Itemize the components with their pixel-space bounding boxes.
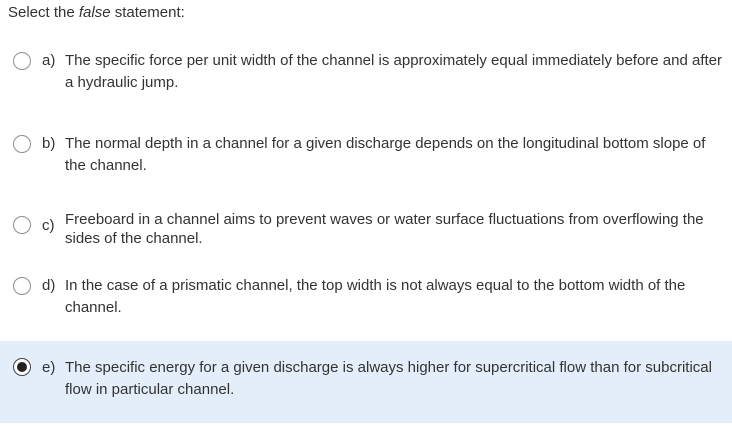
radio-button-d[interactable] (13, 277, 31, 295)
question-prompt (8, 4, 185, 21)
option-letter-d: d) (42, 277, 56, 294)
radio-button-a[interactable] (13, 52, 31, 70)
option-letter-e: e) (42, 359, 56, 376)
option-b[interactable] (0, 128, 732, 186)
option-text-e: The specific energy for a given discharge is always higher for supercritical flow than for subcritical flow in particular channel. (65, 359, 712, 398)
option-letter-a: a) (42, 52, 56, 69)
radio-button-e[interactable] (13, 358, 31, 376)
option-text-a: The specific force per unit width of the channel is approximately equal immediately before and after a hydraulic jump. (65, 52, 723, 91)
option-text-b: The normal depth in a channel for a given discharge depends on the longitudinal bottom slope of the channel. (65, 135, 706, 174)
radio-button-c[interactable] (13, 216, 31, 234)
option-e[interactable] (0, 341, 732, 423)
option-text-c: Freeboard in a channel aims to prevent waves or water surface fluctuations from overflowing the sides of the channel. (65, 211, 704, 247)
option-letter-c: c) (42, 217, 55, 234)
question-emphasis: false (78, 4, 111, 21)
option-letter-b: b) (42, 135, 56, 152)
radio-button-b[interactable] (13, 135, 31, 153)
option-c[interactable] (0, 206, 732, 256)
option-d[interactable] (0, 270, 732, 328)
option-a[interactable] (0, 46, 732, 104)
question-suffix: statement: (110, 4, 185, 21)
question-prefix: Select the (8, 4, 79, 21)
option-text-d: In the case of a prismatic channel, the top width is not always equal to the bottom width of the channel. (65, 277, 686, 316)
